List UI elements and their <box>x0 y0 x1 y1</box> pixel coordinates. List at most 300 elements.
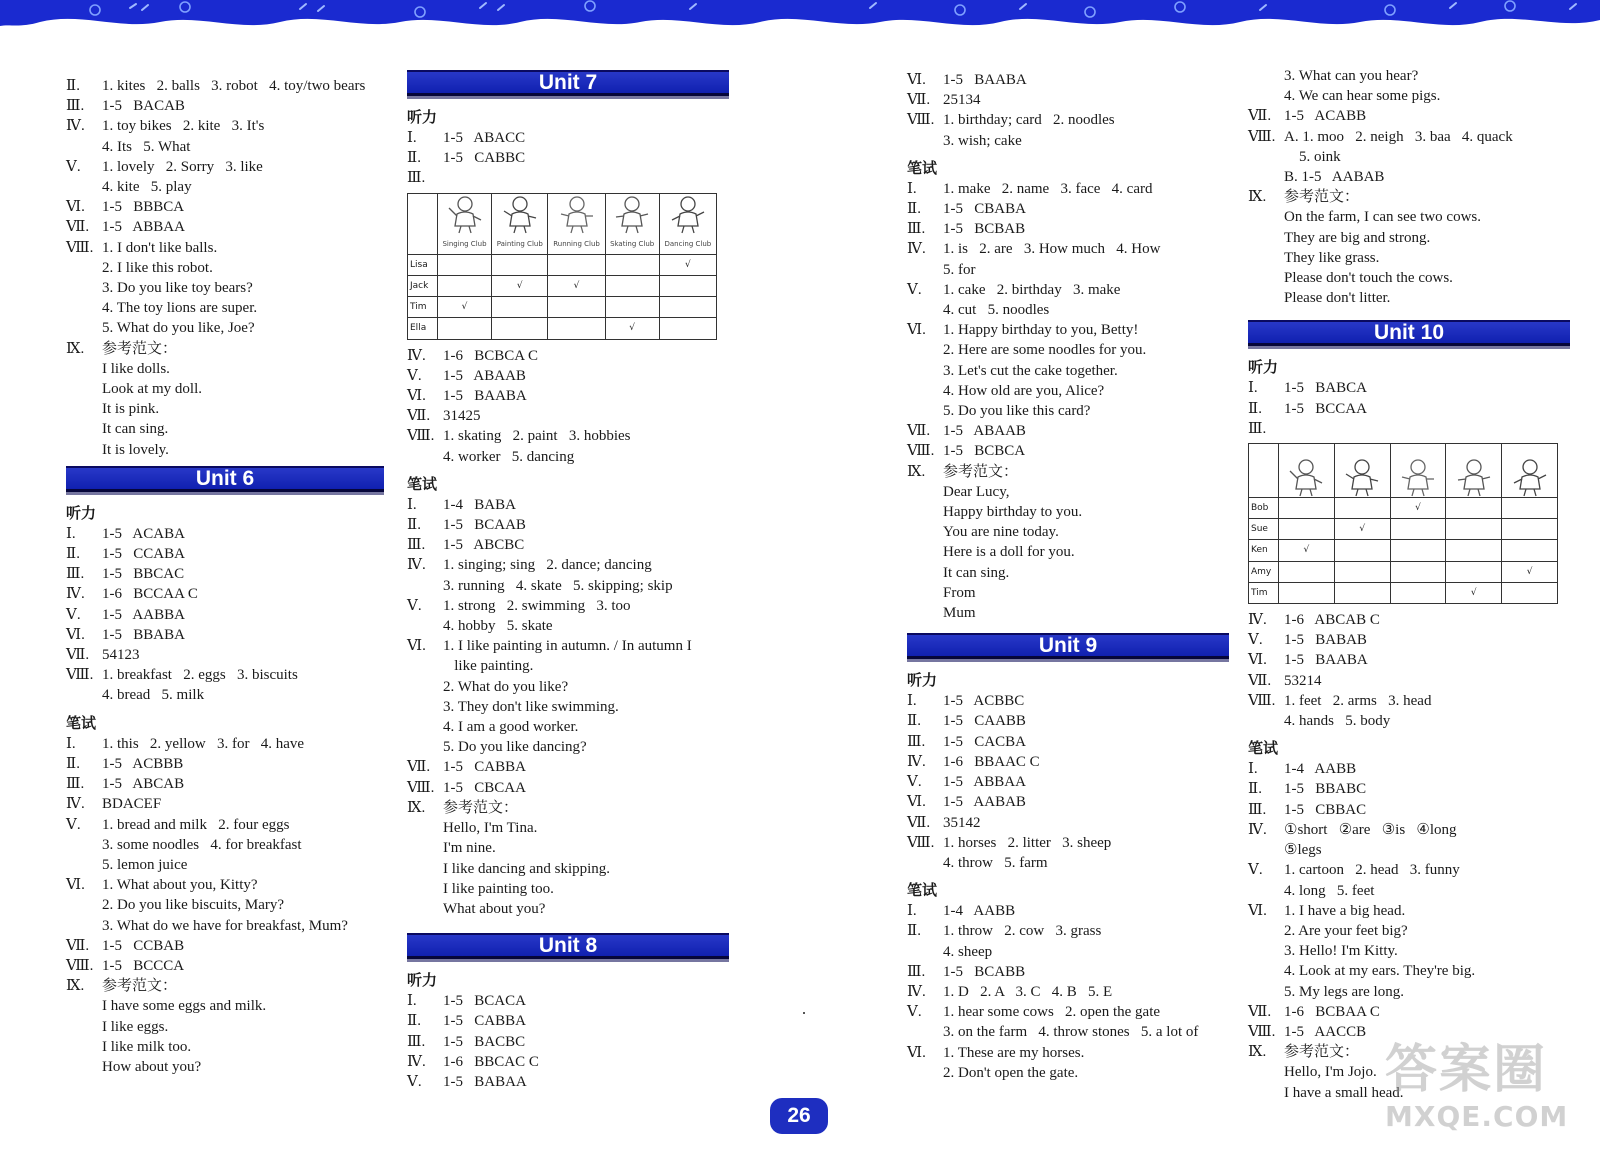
unit9-title-bar: Unit 9 <box>907 633 1229 659</box>
answer-line <box>907 583 1229 603</box>
answer-numeral: Ⅶ. <box>407 408 431 425</box>
answer-text: 3. They don't like swimming. <box>443 698 619 715</box>
answer-numeral: Ⅵ. <box>907 72 926 88</box>
answer-line <box>907 320 1229 340</box>
tick-cell <box>1279 498 1335 519</box>
answer-numeral: Ⅰ. <box>66 525 76 542</box>
answer-line <box>1248 147 1570 167</box>
answer-line <box>1248 820 1570 840</box>
table-row <box>1249 582 1558 603</box>
answer-text: 1-5 CCABA <box>102 546 185 563</box>
answer-numeral <box>407 616 443 636</box>
answer-numeral: Ⅸ. <box>66 340 85 357</box>
answer-numeral: Ⅵ. <box>66 626 85 643</box>
tick-cell <box>1502 582 1558 603</box>
answer-line <box>907 361 1229 381</box>
row-name: Jack <box>408 276 438 297</box>
answer-line <box>1248 66 1570 86</box>
answer-line <box>66 399 384 419</box>
answer-numeral <box>1248 167 1284 187</box>
answer-line <box>66 734 384 754</box>
answer-numeral: Ⅳ. <box>407 1053 426 1070</box>
answer-numeral <box>66 137 102 157</box>
answer-numeral: Ⅴ. <box>407 597 422 614</box>
answer-numeral: Ⅴ. <box>407 1073 422 1090</box>
answer-numeral <box>907 482 943 502</box>
answer-numeral <box>907 603 943 623</box>
answer-text: 1. strong 2. swimming 3. too <box>443 597 631 614</box>
answer-line <box>1248 901 1570 921</box>
answer-numeral: Ⅵ. <box>66 199 85 216</box>
answer-text: 1. hear some cows 2. open the gate <box>943 1004 1161 1021</box>
answer-numeral: Ⅵ. <box>1248 652 1267 669</box>
answer-line <box>407 128 729 148</box>
tick-cell <box>492 318 548 339</box>
answer-numeral: Ⅶ. <box>1248 672 1272 689</box>
answer-numeral: Ⅳ. <box>1248 821 1267 838</box>
answer-numeral <box>407 879 443 899</box>
blank-corner-cell <box>1249 444 1279 498</box>
answer-text: 1-5 ABAAB <box>943 423 1026 440</box>
answer-text: 1. What about you, Kitty? <box>102 877 258 894</box>
answer-numeral: Ⅷ. <box>907 443 935 460</box>
answer-numeral: Ⅷ. <box>66 239 94 256</box>
answer-numeral <box>1248 711 1284 731</box>
answer-numeral: Ⅶ. <box>66 937 90 954</box>
answer-text: 1-6 BCCAA C <box>102 586 198 603</box>
stray-dot <box>803 1012 805 1014</box>
child-illustration-icon <box>1398 457 1438 497</box>
tick-cell <box>659 276 716 297</box>
answer-numeral: Ⅳ. <box>907 753 926 770</box>
unit8-listening-answers <box>407 991 729 1092</box>
answer-numeral: Ⅲ. <box>407 1033 426 1050</box>
unit9-listening-label: 听力 <box>907 671 938 690</box>
row-name: Bob <box>1249 498 1279 519</box>
answer-text: Happy birthday to you. <box>943 504 1083 521</box>
answer-numeral <box>907 401 943 421</box>
answer-line <box>1248 941 1570 961</box>
answer-line <box>1248 248 1570 268</box>
answer-text: 3. What do we have for breakfast, Mum? <box>102 917 348 934</box>
answer-numeral: Ⅱ. <box>1248 400 1262 417</box>
answer-line <box>907 1002 1229 1022</box>
table-row <box>408 276 717 297</box>
answer-line <box>66 956 384 976</box>
answer-numeral <box>907 381 943 401</box>
answer-numeral <box>1248 982 1284 1002</box>
unit5-answers-continued <box>66 76 384 460</box>
answer-line <box>1248 691 1570 711</box>
answer-line <box>407 778 729 798</box>
answer-line <box>407 535 729 555</box>
child-illustration-icon <box>1510 457 1550 497</box>
answer-numeral: Ⅶ. <box>907 814 931 831</box>
answer-text: 1-6 BBAAC C <box>943 753 1040 770</box>
answer-line <box>907 340 1229 360</box>
answer-text: 1-5 BCBAB <box>943 221 1026 238</box>
answer-line <box>1248 187 1570 207</box>
unit10-listening-label: 听力 <box>1248 358 1279 377</box>
answer-line <box>1248 167 1570 187</box>
answer-text: 1-6 BCBAA C <box>1284 1003 1380 1020</box>
answer-numeral: Ⅱ. <box>407 517 421 534</box>
tick-cell: √ <box>1279 540 1335 561</box>
answer-text: 1. breakfast 2. eggs 3. biscuits <box>102 667 298 684</box>
answer-line <box>407 1052 729 1072</box>
tick-cell <box>1390 582 1446 603</box>
answer-text: 1-5 BBABA <box>102 626 185 643</box>
answer-text: 4. I am a good worker. <box>443 719 579 736</box>
answer-line <box>407 879 729 899</box>
tick-cell <box>1446 540 1502 561</box>
answer-numeral <box>66 379 102 399</box>
answer-line <box>66 976 384 996</box>
answer-line <box>907 70 1229 90</box>
answer-numeral: Ⅲ. <box>907 221 926 238</box>
column-2 <box>407 70 729 1092</box>
table-row <box>408 318 717 339</box>
answer-line <box>407 616 729 636</box>
answer-line <box>66 625 384 645</box>
answer-line <box>407 697 729 717</box>
answer-numeral <box>1248 228 1284 248</box>
answer-numeral <box>407 447 443 467</box>
answer-line <box>1248 881 1570 901</box>
unit6-written-label: 笔试 <box>66 713 97 732</box>
answer-numeral <box>907 563 943 583</box>
answer-text: 1. I have a big head. <box>1284 902 1406 919</box>
answer-numeral: Ⅴ. <box>1248 632 1263 649</box>
answer-line <box>66 379 384 399</box>
answer-line <box>66 936 384 956</box>
answer-text: 2. Here are some noodles for you. <box>943 342 1147 359</box>
unit7-title-bar: Unit 7 <box>407 70 729 96</box>
tick-cell: √ <box>659 254 716 275</box>
answer-line <box>907 421 1229 441</box>
answer-text: 1-5 BAABA <box>943 72 1027 88</box>
answer-text: 4. long 5. feet <box>1284 882 1375 899</box>
answer-text: 1-5 BBABC <box>1284 781 1367 798</box>
answer-numeral: Ⅸ. <box>407 799 426 816</box>
answer-line <box>907 792 1229 812</box>
answer-text <box>1284 419 1570 439</box>
answer-text: 1-5 BBBCA <box>102 199 185 216</box>
tick-cell <box>438 276 492 297</box>
answer-text: 1-5 CABBC <box>443 150 526 167</box>
answer-text: 1-6 ABCAB C <box>1284 612 1380 629</box>
tick-cell <box>492 297 548 318</box>
answer-line <box>66 855 384 875</box>
answer-text: 5. My legs are long. <box>1284 983 1404 1000</box>
answer-line <box>907 1043 1229 1063</box>
answer-numeral <box>66 298 102 318</box>
unit7-listening-answers-a <box>407 128 729 189</box>
answer-text: 1-5 CABBA <box>443 759 526 776</box>
answer-line <box>66 524 384 544</box>
answer-numeral <box>907 300 943 320</box>
answer-line <box>66 96 384 116</box>
tick-cell <box>1279 582 1335 603</box>
table-row <box>408 254 717 275</box>
answer-text: 1-4 AABB <box>1284 761 1357 778</box>
answer-line <box>407 346 729 366</box>
answer-text: 1-4 AABB <box>943 903 1016 920</box>
row-name: Sue <box>1249 519 1279 540</box>
answer-text: 1-5 BBCAC <box>102 566 185 583</box>
answer-text: 1-5 AABBA <box>102 606 185 623</box>
answer-line <box>66 754 384 774</box>
answer-numeral: Ⅱ. <box>407 150 421 167</box>
answer-line <box>907 942 1229 962</box>
answer-line <box>66 584 384 604</box>
answer-text: Dear Lucy, <box>943 483 1010 500</box>
child-illustration-icon <box>500 194 540 234</box>
answer-text: I have a small head. <box>1284 1084 1404 1101</box>
picture-cell <box>438 193 492 254</box>
answer-text: 4. We can hear some pigs. <box>1284 88 1441 105</box>
blank-corner-cell <box>408 193 438 254</box>
answer-line <box>907 110 1229 130</box>
tick-cell <box>1334 540 1390 561</box>
answer-numeral: Ⅴ. <box>907 1004 922 1021</box>
answer-line <box>66 339 384 359</box>
tick-cell: √ <box>1334 519 1390 540</box>
answer-line <box>66 419 384 439</box>
answer-line <box>66 544 384 564</box>
answer-line <box>407 386 729 406</box>
answer-numeral: Ⅰ. <box>66 735 76 752</box>
answer-line <box>407 1011 729 1031</box>
answer-text: ⑤legs <box>1284 842 1322 859</box>
club-caption: Dancing Club <box>664 239 712 248</box>
answer-line <box>907 563 1229 583</box>
answer-line <box>66 1057 384 1077</box>
answer-text: 1-5 ACABB <box>1284 108 1367 125</box>
answer-line <box>66 116 384 136</box>
unit6-written-answers <box>66 734 384 1077</box>
answer-line <box>907 179 1229 199</box>
answer-text: It is lovely. <box>102 441 169 458</box>
answer-numeral <box>1248 86 1284 106</box>
answer-line <box>66 197 384 217</box>
decorative-wave-header <box>0 0 1600 36</box>
answer-numeral <box>407 717 443 737</box>
answer-line <box>66 440 384 460</box>
answer-line <box>407 737 729 757</box>
answer-text: 1-5 BCACA <box>443 993 526 1010</box>
tick-cell <box>1334 498 1390 519</box>
answer-text: 31425 <box>443 408 481 425</box>
answer-line <box>907 441 1229 461</box>
child-illustration-icon <box>445 194 485 234</box>
answer-line <box>907 752 1229 772</box>
tick-cell <box>1334 561 1390 582</box>
answer-text: 1-5 BABAA <box>443 1073 527 1090</box>
answer-line <box>1248 982 1570 1002</box>
answer-numeral: Ⅴ. <box>66 158 81 175</box>
answer-text: 1. toy bikes 2. kite 3. It's <box>102 118 265 135</box>
answer-line <box>907 280 1229 300</box>
answer-numeral: Ⅷ. <box>1248 692 1276 709</box>
answer-numeral <box>66 318 102 338</box>
answer-numeral: Ⅴ. <box>907 281 922 298</box>
answer-numeral <box>1248 921 1284 941</box>
row-name: Lisa <box>408 254 438 275</box>
answer-line <box>907 131 1229 151</box>
answer-text: 5. What do you like, Joe? <box>102 320 255 337</box>
answer-numeral: Ⅱ. <box>66 78 80 94</box>
answer-line <box>407 447 729 467</box>
club-caption: Painting Club <box>496 239 543 248</box>
answer-text: You are nine today. <box>943 524 1059 541</box>
answer-numeral <box>407 838 443 858</box>
unit10-written-label: 笔试 <box>1248 739 1279 758</box>
column-1 <box>66 76 384 1077</box>
tick-cell <box>548 297 605 318</box>
answer-line <box>907 462 1229 482</box>
row-name: Amy <box>1249 561 1279 582</box>
answer-numeral <box>1248 207 1284 227</box>
answer-text: 1. These are my horses. <box>943 1044 1085 1061</box>
answer-line <box>407 859 729 879</box>
answer-text: Here is a doll for you. <box>943 544 1075 561</box>
answer-numeral <box>66 1057 102 1077</box>
answer-numeral: Ⅷ. <box>907 112 935 129</box>
answer-numeral: Ⅳ. <box>407 557 426 574</box>
answer-text: 1-5 BCBCA <box>943 443 1026 460</box>
answer-line <box>66 564 384 584</box>
unit10-listening-answers-a <box>1248 378 1570 439</box>
answer-text: 2. Do you like biscuits, Mary? <box>102 897 285 914</box>
answer-text: They like grass. <box>1284 249 1380 266</box>
answer-line <box>66 835 384 855</box>
answer-text: A. 1. moo 2. neigh 3. baa 4. quack <box>1284 128 1513 145</box>
tick-cell <box>438 254 492 275</box>
answer-line <box>66 685 384 705</box>
child-illustration-icon <box>668 194 708 234</box>
answer-line <box>907 1022 1229 1042</box>
answer-numeral <box>1248 961 1284 981</box>
answer-text: BDACEF <box>102 796 162 813</box>
answer-numeral <box>1248 66 1284 86</box>
tick-cell <box>1390 561 1446 582</box>
answer-text: 1. Happy birthday to you, Betty! <box>943 322 1139 339</box>
picture-row <box>1249 444 1558 498</box>
answer-line <box>1248 921 1570 941</box>
picture-cell <box>1334 444 1390 498</box>
answer-line <box>1248 779 1570 799</box>
answer-numeral: Ⅱ. <box>907 713 921 730</box>
tick-cell <box>605 297 659 318</box>
answer-text: 1-6 BBCAC C <box>443 1053 539 1070</box>
answer-text: 1. is 2. are 3. How much 4. How <box>943 241 1161 258</box>
answer-line <box>407 168 729 188</box>
answer-line <box>907 1063 1229 1083</box>
answer-numeral: Ⅳ. <box>407 347 426 364</box>
answer-text: 1-5 ABCBC <box>443 537 525 554</box>
answer-text: 1-5 ACBBB <box>102 755 184 772</box>
answer-line <box>907 833 1229 853</box>
answer-numeral: Ⅰ. <box>1248 380 1258 397</box>
answer-line <box>407 426 729 446</box>
answer-line <box>407 596 729 616</box>
answer-line <box>1248 207 1570 227</box>
answer-text: 5. Do you like this card? <box>943 403 1091 420</box>
answer-line <box>407 677 729 697</box>
tick-cell: √ <box>1502 561 1558 582</box>
answer-text: 1-5 CBCAA <box>443 779 526 796</box>
picture-cell <box>605 193 659 254</box>
answer-numeral <box>907 583 943 603</box>
answer-text: 1-5 ABBAA <box>943 774 1026 791</box>
tick-cell <box>605 276 659 297</box>
answer-line <box>407 717 729 737</box>
answer-numeral: Ⅲ. <box>66 98 85 115</box>
answer-text: 1-5 CAABB <box>943 713 1026 730</box>
answer-text: I have some eggs and milk. <box>102 998 267 1015</box>
answer-text: 1. cake 2. birthday 3. make <box>943 281 1121 298</box>
answer-numeral: Ⅱ. <box>66 546 80 563</box>
answer-numeral <box>907 522 943 542</box>
answer-line <box>407 148 729 168</box>
answer-line <box>1248 759 1570 779</box>
answer-text: 1. cartoon 2. head 3. funny <box>1284 862 1460 879</box>
answer-text: 1-5 AACCB <box>1284 1023 1367 1040</box>
tick-cell <box>1446 519 1502 540</box>
answer-numeral <box>66 855 102 875</box>
answer-numeral: Ⅶ. <box>66 647 90 664</box>
answer-line <box>407 406 729 426</box>
answer-line <box>1248 840 1570 860</box>
answer-text: 1. throw 2. cow 3. grass <box>943 923 1102 940</box>
unit7-listening-label: 听力 <box>407 108 438 126</box>
answer-numeral: Ⅷ. <box>1248 128 1276 145</box>
answer-numeral <box>66 278 102 298</box>
answer-line <box>407 555 729 575</box>
answer-numeral <box>66 399 102 419</box>
answer-numeral <box>407 656 443 676</box>
answer-numeral: Ⅲ. <box>1248 420 1267 437</box>
answer-text: 1. singing; sing 2. dance; dancing <box>443 557 652 574</box>
answer-numeral: Ⅷ. <box>66 667 94 684</box>
answer-numeral: Ⅵ. <box>907 322 926 339</box>
answer-line <box>407 818 729 838</box>
answer-numeral: Ⅳ. <box>907 983 926 1000</box>
answer-numeral <box>66 440 102 460</box>
answer-text: 1-5 AABAB <box>943 794 1026 811</box>
answer-text: 1-5 BCAAB <box>443 517 526 534</box>
tick-cell: √ <box>438 297 492 318</box>
answer-line <box>66 895 384 915</box>
answer-text: 1. D 2. A 3. C 4. B 5. E <box>943 983 1113 1000</box>
answer-line <box>66 298 384 318</box>
answer-line <box>66 916 384 936</box>
answer-line <box>907 239 1229 259</box>
answer-line <box>907 381 1229 401</box>
answer-numeral: Ⅳ. <box>1248 612 1267 629</box>
answer-text: On the farm, I can see two cows. <box>1284 209 1482 226</box>
answer-text: 3. some noodles 4. for breakfast <box>102 836 302 853</box>
answer-numeral: Ⅰ. <box>407 130 417 146</box>
answer-line <box>907 772 1229 792</box>
answer-line <box>66 278 384 298</box>
unit8-written-label: 笔试 <box>907 158 938 177</box>
answer-line <box>407 838 729 858</box>
answer-text: Mum <box>943 605 976 622</box>
answer-line <box>66 258 384 278</box>
answer-text: 1-5 ABCAB <box>102 776 185 793</box>
